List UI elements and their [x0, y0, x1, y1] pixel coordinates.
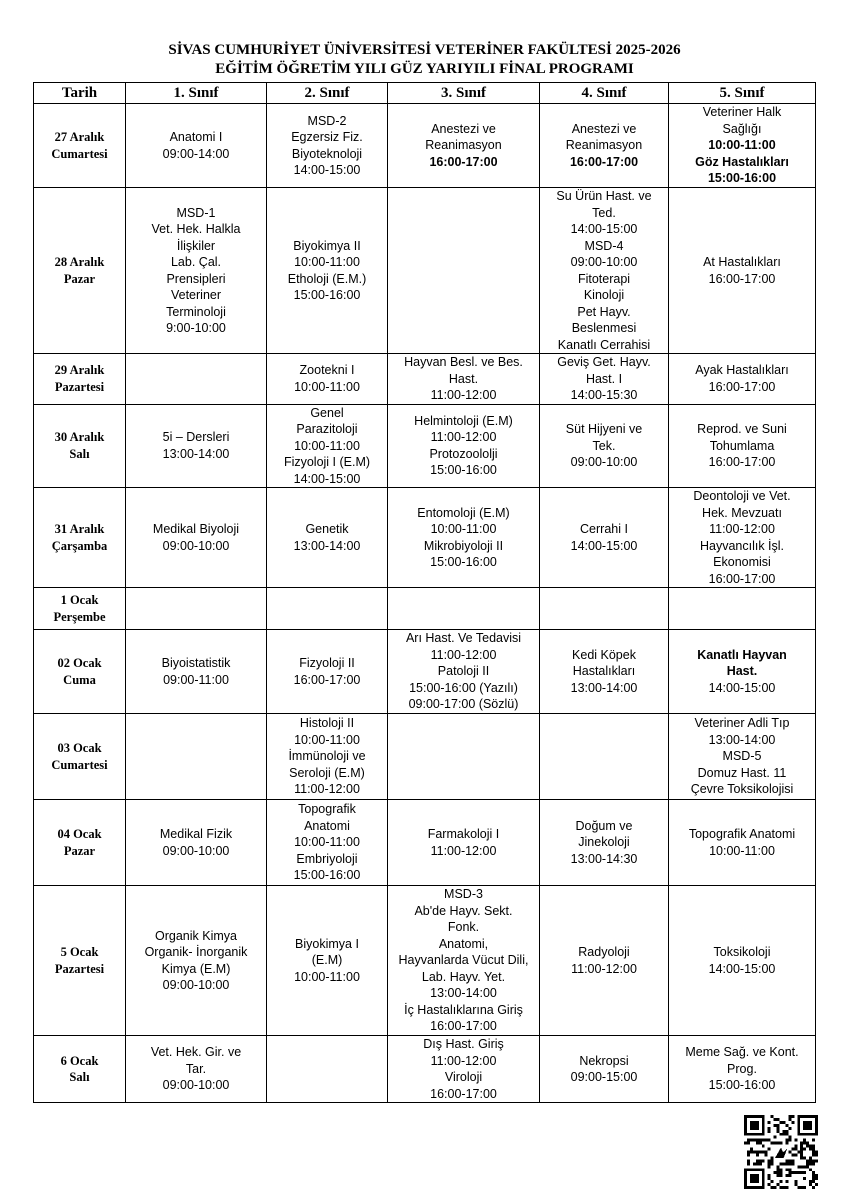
exam-line: Tar. — [185, 1061, 207, 1076]
exam-cell-class-1 — [126, 104, 267, 188]
exam-line: Veteriner Adli Tıp — [694, 716, 790, 731]
exam-line: Tek. — [592, 438, 616, 453]
exam-cell-class-4 — [540, 630, 669, 714]
exam-line: 16:00-17:00 — [569, 154, 639, 169]
exam-line: Biyoteknoloji — [291, 146, 363, 161]
table-row — [34, 588, 816, 630]
exam-line: Reanimasyon — [425, 138, 502, 153]
table-row — [34, 1036, 816, 1103]
exam-line: 16:00-17:00 — [708, 271, 776, 286]
exam-cell-class-1 — [126, 886, 267, 1036]
exam-line: 10:00-11:00 — [294, 379, 360, 394]
table-row — [34, 886, 816, 1036]
exam-cell-class-3 — [388, 1036, 540, 1103]
exam-line: 13:00-14:00 — [570, 680, 638, 695]
exam-cell-class-1 — [126, 714, 267, 800]
exam-line: 15:00-16:00 — [707, 171, 777, 186]
exam-cell-class-1 — [126, 588, 267, 630]
table-row — [34, 404, 816, 488]
exam-line: 11:00-12:00 — [430, 388, 497, 402]
exam-cell-class-4 — [540, 1036, 669, 1103]
exam-line: Geviş Get. Hayv. — [557, 355, 651, 369]
exam-line: Fitoterapi — [577, 271, 631, 286]
exam-line: 09:00-10:00 — [162, 1078, 230, 1093]
date-weekday: Cuma — [63, 672, 96, 687]
date-weekday: Salı — [69, 1070, 90, 1084]
exam-cell-class-4 — [540, 404, 669, 488]
exam-line: 10:00-11:00 — [294, 969, 360, 984]
exam-line: 11:00-12:00 — [430, 843, 497, 858]
date-day: 31 Aralık — [54, 522, 105, 536]
exam-cell-class-2 — [267, 588, 388, 630]
exam-cell-class-5 — [669, 588, 816, 630]
date-day: 29 Aralık — [54, 363, 105, 378]
exam-cell-class-1 — [126, 488, 267, 588]
exam-cell-class-1 — [126, 800, 267, 886]
exam-cell-class-4 — [540, 588, 669, 630]
exam-line: Beslenmesi — [571, 321, 637, 335]
exam-line: Doğum ve — [575, 818, 633, 833]
exam-line: MSD-1 — [176, 205, 216, 220]
exam-line: Genetik — [305, 522, 349, 536]
exam-line: 10:00-11:00 — [294, 835, 360, 850]
column-header-class-4: 4. Sınıf — [540, 83, 669, 104]
exam-cell-class-3 — [388, 488, 540, 588]
exam-cell-class-4 — [540, 714, 669, 800]
exam-line: 16:00-17:00 — [708, 571, 776, 586]
date-cell — [34, 188, 126, 354]
exam-line: 5i – Dersleri — [162, 430, 230, 445]
date-cell — [34, 886, 126, 1036]
exam-line: Jinekoloji — [578, 835, 630, 850]
exam-cell-class-5 — [669, 354, 816, 405]
exam-cell-class-3 — [388, 800, 540, 886]
exam-cell-class-1 — [126, 1036, 267, 1103]
exam-line: 14:00-15:30 — [570, 388, 638, 402]
date-weekday: Cumartesi — [51, 757, 108, 772]
table-row — [34, 714, 816, 800]
exam-cell-class-2 — [267, 404, 388, 488]
exam-line: Göz Hastalıkları — [695, 154, 789, 169]
exam-line: Kimya (E.M) — [161, 961, 231, 976]
exam-line: Hast. I — [585, 371, 623, 386]
exam-line: İç Hastalıklarına Giriş — [404, 1002, 523, 1017]
exam-line: MSD-3 — [444, 887, 483, 902]
exam-line: Ted. — [592, 205, 616, 220]
exam-line: Sağlığı — [722, 121, 762, 136]
exam-line: 09:00-10:00 — [570, 455, 638, 469]
exam-line: Hast. — [448, 371, 479, 386]
exam-line: 15:00-16:00 — [293, 288, 361, 302]
exam-line: Arı Hast. Ve Tedavisi — [405, 631, 522, 646]
column-header-date: Tarih — [34, 83, 126, 104]
exam-line: Domuz Hast. 11 — [697, 765, 787, 780]
exam-line: 11:00-12:00 — [571, 961, 637, 976]
exam-line: Veteriner Halk — [702, 105, 782, 120]
exam-line: Organik- İnorganik — [144, 945, 248, 959]
exam-cell-class-5 — [669, 886, 816, 1036]
date-day: 27 Aralık — [54, 130, 105, 144]
exam-line: Prog. — [727, 1061, 757, 1076]
document-title-line1: SİVAS CUMHURİYET ÜNİVERSİTESİ VETERİNER FAKÜLTESİ 2025-2026 — [168, 42, 681, 58]
exam-line: Deontoloji ve Vet. — [693, 489, 791, 503]
exam-line: Entomoloji (E.M) — [417, 505, 510, 520]
exam-line: Histoloji II — [299, 716, 355, 731]
exam-cell-class-5 — [669, 714, 816, 800]
exam-line: Farmakoloji I — [427, 827, 500, 841]
column-header-class-3: 3. Sınıf — [388, 83, 540, 104]
date-weekday: Pazartesi — [54, 379, 105, 394]
exam-line: 09:00-10:00 — [162, 538, 230, 553]
table-row — [34, 188, 816, 354]
date-weekday: Pazar — [63, 843, 96, 858]
exam-line: Fizyoloji II — [299, 656, 355, 670]
date-weekday: Pazar — [63, 271, 96, 286]
date-weekday: Cumartesi — [51, 146, 108, 161]
exam-line: Kanatlı Cerrahisi — [557, 337, 651, 352]
date-cell — [34, 104, 126, 188]
table-row — [34, 354, 816, 405]
exam-line: Protozoololji — [429, 446, 498, 461]
exam-line: Biyoistatistik — [161, 656, 231, 670]
column-header-class-5: 5. Sınıf — [669, 83, 816, 104]
exam-line: 15:00-16:00 (Yazılı) — [409, 680, 518, 695]
exam-line: Anatomi — [304, 818, 350, 833]
exam-line: Ab'de Hayv. Sekt. — [414, 903, 513, 918]
exam-schedule-table — [33, 82, 816, 1103]
exam-line: 09:00-10:00 — [162, 978, 230, 992]
exam-line: Fonk. — [447, 920, 480, 935]
exam-line: 16:00-17:00 — [430, 1019, 497, 1034]
exam-line: MSD-4 — [584, 238, 624, 253]
date-weekday: Pazartesi — [54, 961, 105, 976]
exam-cell-class-5 — [669, 630, 816, 714]
exam-line: Vet. Hek. Halkla — [151, 222, 241, 236]
table-body — [34, 104, 816, 1103]
exam-cell-class-2 — [267, 354, 388, 405]
exam-line: Terminoloji — [166, 304, 226, 319]
exam-line: 13:00-14:00 — [293, 538, 361, 553]
exam-line: Nekropsi — [579, 1053, 629, 1068]
exam-line: 14:00-15:00 — [293, 471, 361, 486]
exam-line: 10:00-11:00 — [708, 138, 776, 153]
date-cell — [34, 354, 126, 405]
exam-line: Anestezi ve — [431, 121, 496, 136]
exam-line: Topografik — [298, 802, 356, 817]
exam-line: Ayak Hastalıkları — [695, 363, 789, 378]
exam-cell-class-5 — [669, 104, 816, 188]
date-day: 5 Ocak — [60, 945, 99, 959]
date-weekday: Perşembe — [53, 609, 106, 624]
date-cell — [34, 588, 126, 630]
exam-line: Su Ürün Hast. ve — [556, 189, 652, 203]
exam-line: 09:00-15:00 — [570, 1070, 638, 1084]
date-day: 28 Aralık — [54, 255, 105, 269]
exam-line: Genel — [310, 405, 344, 420]
exam-line: Ekonomisi — [713, 555, 771, 569]
exam-line: 16:00-17:00 — [293, 672, 361, 687]
table-row — [34, 488, 816, 588]
exam-line: Etholoji (E.M.) — [287, 271, 367, 286]
document-title-line2: EĞİTİM ÖĞRETİM YILI GÜZ YARIYILI FİNAL PROGRAMI — [215, 61, 634, 77]
exam-line: 09:00-10:00 — [162, 843, 230, 858]
exam-cell-class-4 — [540, 886, 669, 1036]
exam-line: 15:00-16:00 — [430, 555, 497, 569]
date-day: 30 Aralık — [54, 430, 105, 445]
exam-line: Meme Sağ. ve Kont. — [685, 1045, 799, 1060]
exam-line: Biyokimya II — [293, 238, 361, 253]
exam-line: Kanatlı Hayvan — [697, 647, 787, 662]
date-cell — [34, 800, 126, 886]
exam-cell-class-3 — [388, 404, 540, 488]
date-weekday: Salı — [69, 446, 90, 461]
exam-line: At Hastalıkları — [703, 255, 781, 269]
exam-cell-class-2 — [267, 188, 388, 354]
exam-line: Lab. Çal. — [170, 255, 222, 269]
exam-line: Hayvancılık İşl. — [699, 538, 785, 553]
date-weekday: Çarşamba — [51, 538, 108, 553]
exam-line: 15:00-16:00 — [430, 463, 497, 478]
exam-line: 14:00-15:00 — [570, 222, 638, 236]
exam-line: 10:00-11:00 — [294, 255, 360, 269]
exam-line: 10:00-11:00 — [294, 732, 360, 747]
exam-line: (E.M) — [311, 953, 343, 968]
date-cell — [34, 1036, 126, 1103]
exam-cell-class-5 — [669, 1036, 816, 1103]
exam-cell-class-2 — [267, 630, 388, 714]
exam-line: 13:00-14:00 — [162, 446, 230, 461]
table-header-row — [34, 83, 816, 104]
exam-cell-class-3 — [388, 354, 540, 405]
exam-line: 15:00-16:00 — [293, 868, 361, 883]
exam-line: Reanimasyon — [565, 138, 643, 153]
exam-line: Hek. Mevzuatı — [702, 505, 782, 520]
exam-line: 14:00-15:00 — [293, 163, 361, 177]
exam-line: Hastalıkları — [572, 664, 636, 679]
exam-cell-class-4 — [540, 800, 669, 886]
exam-cell-class-3 — [388, 188, 540, 354]
exam-line: Zootekni I — [299, 363, 355, 378]
exam-cell-class-2 — [267, 488, 388, 588]
exam-line: 10:00-11:00 — [294, 438, 360, 453]
exam-line: Parazitoloji — [296, 422, 358, 436]
date-day: 1 Ocak — [60, 593, 99, 607]
exam-cell-class-4 — [540, 488, 669, 588]
exam-line: Toksikoloji — [713, 945, 771, 959]
exam-line: Radyoloji — [578, 945, 630, 959]
exam-line: 11:00-12:00 — [294, 782, 360, 797]
exam-cell-class-5 — [669, 800, 816, 886]
exam-cell-class-2 — [267, 886, 388, 1036]
exam-line: 13:00-14:30 — [570, 851, 638, 866]
exam-line: Medikal Fizik — [159, 827, 233, 841]
exam-line: 11:00-12:00 — [430, 430, 497, 445]
exam-cell-class-2 — [267, 1036, 388, 1103]
date-cell — [34, 714, 126, 800]
exam-line: Lab. Hayv. Yet. — [421, 969, 506, 984]
exam-cell-class-3 — [388, 714, 540, 800]
exam-cell-class-5 — [669, 404, 816, 488]
exam-cell-class-1 — [126, 630, 267, 714]
exam-cell-class-5 — [669, 188, 816, 354]
exam-line: Medikal Biyoloji — [152, 522, 240, 536]
exam-cell-class-4 — [540, 104, 669, 188]
exam-cell-class-3 — [388, 588, 540, 630]
exam-line: 16:00-17:00 — [429, 154, 498, 169]
exam-line: Anatomi I — [169, 130, 223, 144]
exam-cell-class-3 — [388, 886, 540, 1036]
exam-line: Helmintoloji (E.M) — [414, 413, 513, 428]
exam-line: Kinoloji — [583, 288, 625, 302]
date-day: 02 Ocak — [57, 656, 102, 670]
exam-line: Tohumlama — [709, 438, 775, 453]
date-day: 6 Ocak — [60, 1053, 99, 1068]
exam-cell-class-4 — [540, 354, 669, 405]
date-cell — [34, 630, 126, 714]
exam-line: Biyokimya I — [295, 936, 359, 951]
exam-line: Mikrobiyoloji II — [423, 538, 504, 553]
exam-line: Süt Hijyeni ve — [565, 422, 643, 436]
exam-line: 09:00-11:00 — [163, 672, 229, 687]
exam-line: 9:00-10:00 — [166, 321, 226, 335]
table-row — [34, 800, 816, 886]
exam-line: 14:00-15:00 — [708, 680, 776, 695]
exam-line: 11:00-12:00 — [430, 1053, 497, 1068]
table-row — [34, 104, 816, 188]
exam-line: Prensipleri — [166, 271, 226, 286]
exam-cell-class-4 — [540, 188, 669, 354]
exam-line: 15:00-16:00 — [708, 1078, 776, 1093]
date-cell — [34, 488, 126, 588]
exam-line: Fizyoloji I (E.M) — [283, 455, 371, 469]
exam-line: Kedi Köpek — [572, 647, 636, 662]
exam-line: MSD-5 — [722, 749, 762, 764]
exam-line: Hayvan Besl. ve Bes. — [404, 355, 523, 369]
exam-line: Dış Hast. Giriş — [423, 1037, 504, 1051]
exam-line: Reprod. ve Suni — [697, 422, 787, 436]
exam-cell-class-1 — [126, 354, 267, 405]
exam-line: Egzersiz Fiz. — [291, 130, 363, 144]
exam-line: Topografik Anatomi — [688, 827, 796, 841]
exam-line: 09:00-10:00 — [570, 255, 638, 269]
exam-line: Organik Kimya — [155, 928, 237, 943]
exam-line: MSD-2 — [307, 113, 347, 128]
exam-line: Viroloji — [444, 1070, 483, 1084]
exam-line: Veteriner — [170, 288, 222, 302]
exam-line: Hayvanlarda Vücut Dili, — [398, 953, 529, 968]
exam-cell-class-1 — [126, 404, 267, 488]
column-header-class-1: 1. Sınıf — [126, 83, 267, 104]
exam-line: Vet. Hek. Gir. ve — [150, 1045, 242, 1060]
exam-line: 11:00-12:00 — [709, 522, 775, 536]
exam-cell-class-2 — [267, 800, 388, 886]
exam-cell-class-3 — [388, 104, 540, 188]
column-header-class-2: 2. Sınıf — [267, 83, 388, 104]
exam-line: Hast. — [726, 664, 758, 679]
exam-line: 16:00-17:00 — [708, 379, 776, 394]
exam-line: Seroloji (E.M) — [289, 765, 365, 780]
exam-line: 16:00-17:00 — [708, 455, 776, 469]
exam-line: 10:00-11:00 — [430, 522, 497, 536]
exam-line: İmmünoloji ve — [288, 749, 366, 764]
exam-line: İlişkiler — [176, 238, 216, 253]
date-day: 04 Ocak — [57, 827, 102, 841]
exam-line: 16:00-17:00 — [430, 1086, 497, 1101]
exam-line: 09:00-14:00 — [162, 146, 230, 161]
exam-cell-class-2 — [267, 714, 388, 800]
exam-cell-class-1 — [126, 188, 267, 354]
exam-line: Patoloji II — [437, 664, 490, 679]
exam-line: Çevre Toksikolojisi — [690, 782, 794, 797]
exam-line: 09:00-17:00 (Sözlü) — [408, 697, 519, 712]
date-cell — [34, 404, 126, 488]
exam-line: 14:00-15:00 — [708, 961, 776, 976]
exam-line: 11:00-12:00 — [430, 647, 497, 662]
qr-code-icon — [744, 1115, 818, 1189]
table-row — [34, 630, 816, 714]
exam-cell-class-3 — [388, 630, 540, 714]
exam-line: Embriyoloji — [296, 851, 358, 866]
exam-line: Anestezi ve — [571, 121, 637, 136]
exam-cell-class-5 — [669, 488, 816, 588]
exam-line: 10:00-11:00 — [709, 843, 775, 858]
exam-line: Cerrahi I — [580, 522, 628, 536]
exam-line: 13:00-14:00 — [708, 732, 776, 747]
exam-line: 14:00-15:00 — [570, 538, 638, 553]
exam-line: Pet Hayv. — [577, 304, 631, 319]
exam-cell-class-2 — [267, 104, 388, 188]
exam-line: 13:00-14:00 — [430, 986, 497, 1001]
date-day: 03 Ocak — [57, 741, 102, 755]
exam-line: Anatomi, — [438, 936, 489, 951]
